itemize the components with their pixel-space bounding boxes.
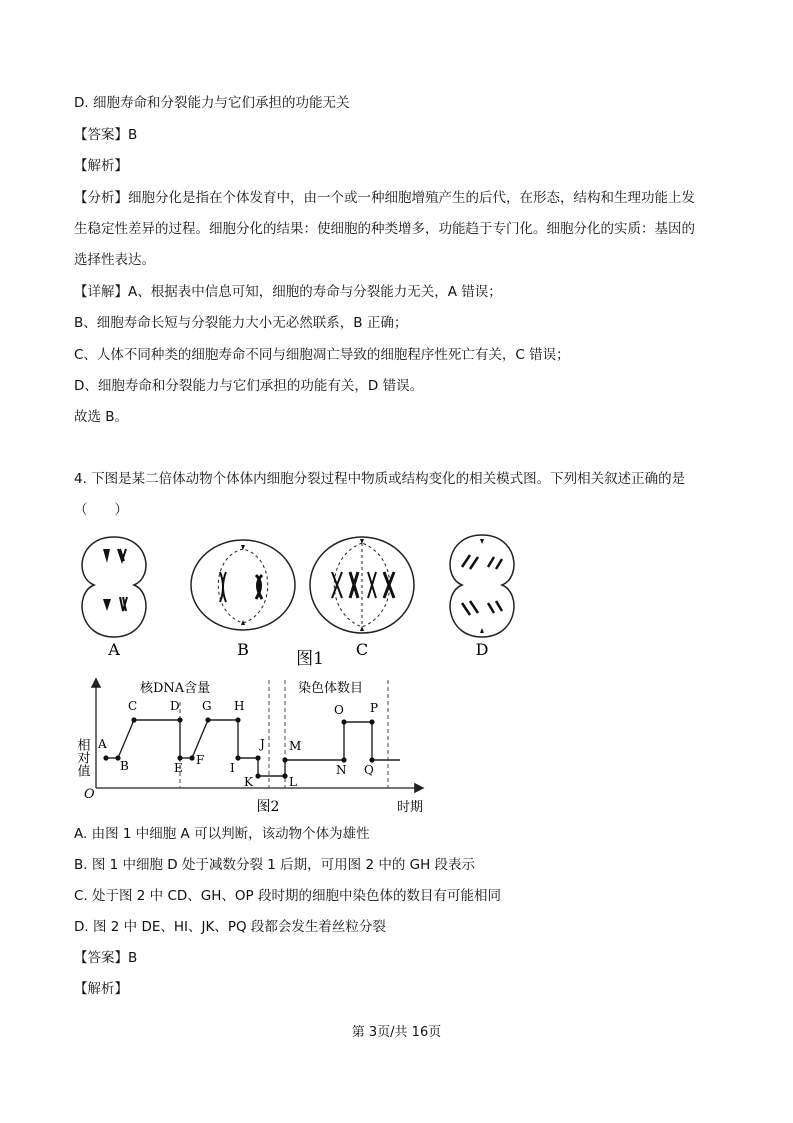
cell-d	[450, 535, 514, 637]
q4-analysis-label: 【解析】	[74, 981, 128, 997]
point-k	[255, 773, 260, 778]
point-a	[103, 755, 108, 760]
point-label-e: E	[174, 761, 183, 775]
page-footer: 第 3页/共 16页	[351, 1025, 442, 1040]
point-label-d: D	[170, 699, 180, 713]
q4-option-b: B. 图 1 中细胞 D 处于减数分裂 1 后期，可用图 2 中的 GH 段表示	[74, 857, 476, 873]
point-label-p: P	[370, 701, 379, 715]
point-label-f: F	[196, 753, 205, 767]
y-axis-label: 相对值	[74, 738, 90, 777]
svg-text:图1: 图1	[296, 649, 324, 669]
xiangjie-b: B、细胞寿命长短与分裂能力大小无必然联系，B 正确；	[74, 315, 408, 331]
point-n	[341, 757, 346, 762]
q4-stem-line-2: （ ）	[74, 502, 128, 518]
point-i	[235, 755, 240, 760]
section-label-dna: 核DNA含量	[140, 681, 211, 696]
cell-label-c: C	[355, 640, 369, 659]
q4-stem-line-1: 4. 下图是某二倍体动物个体体内细胞分裂过程中物质或结构变化的相关模式图。下列相关叙述正确的是	[74, 471, 686, 487]
fenxi-line-2: 生稳定性差异的过程。细胞分化的结果：使细胞的种类增多，功能趋于专门化。细胞分化的实质：基因的	[74, 221, 695, 237]
origin-label: O	[84, 787, 95, 802]
q4-option-d: D. 图 2 中 DE、HI、JK、PQ 段都会发生着丝粒分裂	[74, 919, 386, 935]
point-label-g: G	[202, 699, 212, 713]
point-label-m: M	[289, 739, 302, 753]
point-e	[177, 755, 182, 760]
cell-label-d: D	[475, 640, 489, 659]
point-o	[341, 719, 346, 724]
point-label-q: Q	[364, 763, 374, 777]
point-f	[189, 755, 194, 760]
xiangjie-c: C、人体不同种类的细胞寿命不同与细胞凋亡导致的细胞程序性死亡有关，C 错误；	[74, 347, 570, 363]
point-label-a: A	[98, 737, 107, 751]
chart-lines	[106, 720, 400, 776]
point-label-j: J	[260, 737, 265, 751]
prev-option-d: D. 细胞寿命和分裂能力与它们承担的功能无关	[74, 95, 350, 111]
fenxi-line-1: 【分析】细胞分化是指在个体发育中，由一个或一种细胞增殖产生的后代，在形态，结构和生理功能上发	[74, 190, 695, 206]
point-c	[131, 717, 136, 722]
point-j	[255, 755, 260, 760]
q4-answer: 【答案】B	[74, 950, 138, 966]
svg-text:图2: 图2	[256, 799, 280, 815]
q4-option-a: A. 由图 1 中细胞 A 可以判断，该动物个体为雄性	[74, 826, 370, 842]
chart-points	[103, 717, 374, 778]
cell-b	[191, 540, 295, 630]
fenxi-line-3: 选择性表达。	[74, 252, 155, 268]
point-label-n: N	[336, 763, 347, 777]
point-label-c: C	[128, 699, 138, 713]
point-label-l: L	[289, 775, 297, 789]
conclusion: 故选 B。	[74, 409, 129, 425]
point-label-o: O	[334, 703, 344, 717]
cell-c	[310, 537, 414, 633]
cell-a	[82, 537, 146, 637]
point-label-k: K	[244, 775, 253, 789]
cell-label-b: B	[237, 640, 249, 659]
point-label-h: H	[234, 699, 245, 713]
point-l	[282, 773, 287, 778]
point-label-i: I	[230, 761, 235, 775]
x-axis-label	[385, 796, 435, 816]
q4-option-c: C. 处于图 2 中 CD、GH、OP 段时期的细胞中染色体的数目有可能相同	[74, 888, 501, 904]
point-m	[282, 757, 287, 762]
point-d	[177, 717, 182, 722]
point-label-b: B	[120, 759, 129, 773]
point-h	[235, 717, 240, 722]
svg-text:时期: 时期	[396, 800, 424, 815]
segment-BC	[118, 720, 134, 758]
section-label-chromosome: 染色体数目	[298, 681, 364, 696]
cell-label-a: A	[108, 640, 120, 659]
xiangjie-a: 【详解】A、根据表中信息可知，细胞的寿命与分裂能力无关，A 错误；	[74, 284, 502, 300]
xiangjie-d: D、细胞寿命和分裂能力与它们承担的功能有关，D 错误。	[74, 378, 424, 394]
prev-analysis-label: 【解析】	[74, 158, 128, 174]
prev-answer: 【答案】B	[74, 127, 138, 143]
point-q	[369, 757, 374, 762]
point-g	[205, 717, 210, 722]
point-p	[369, 719, 374, 724]
figure-2-title	[248, 796, 288, 816]
figure-1-title	[280, 646, 340, 670]
